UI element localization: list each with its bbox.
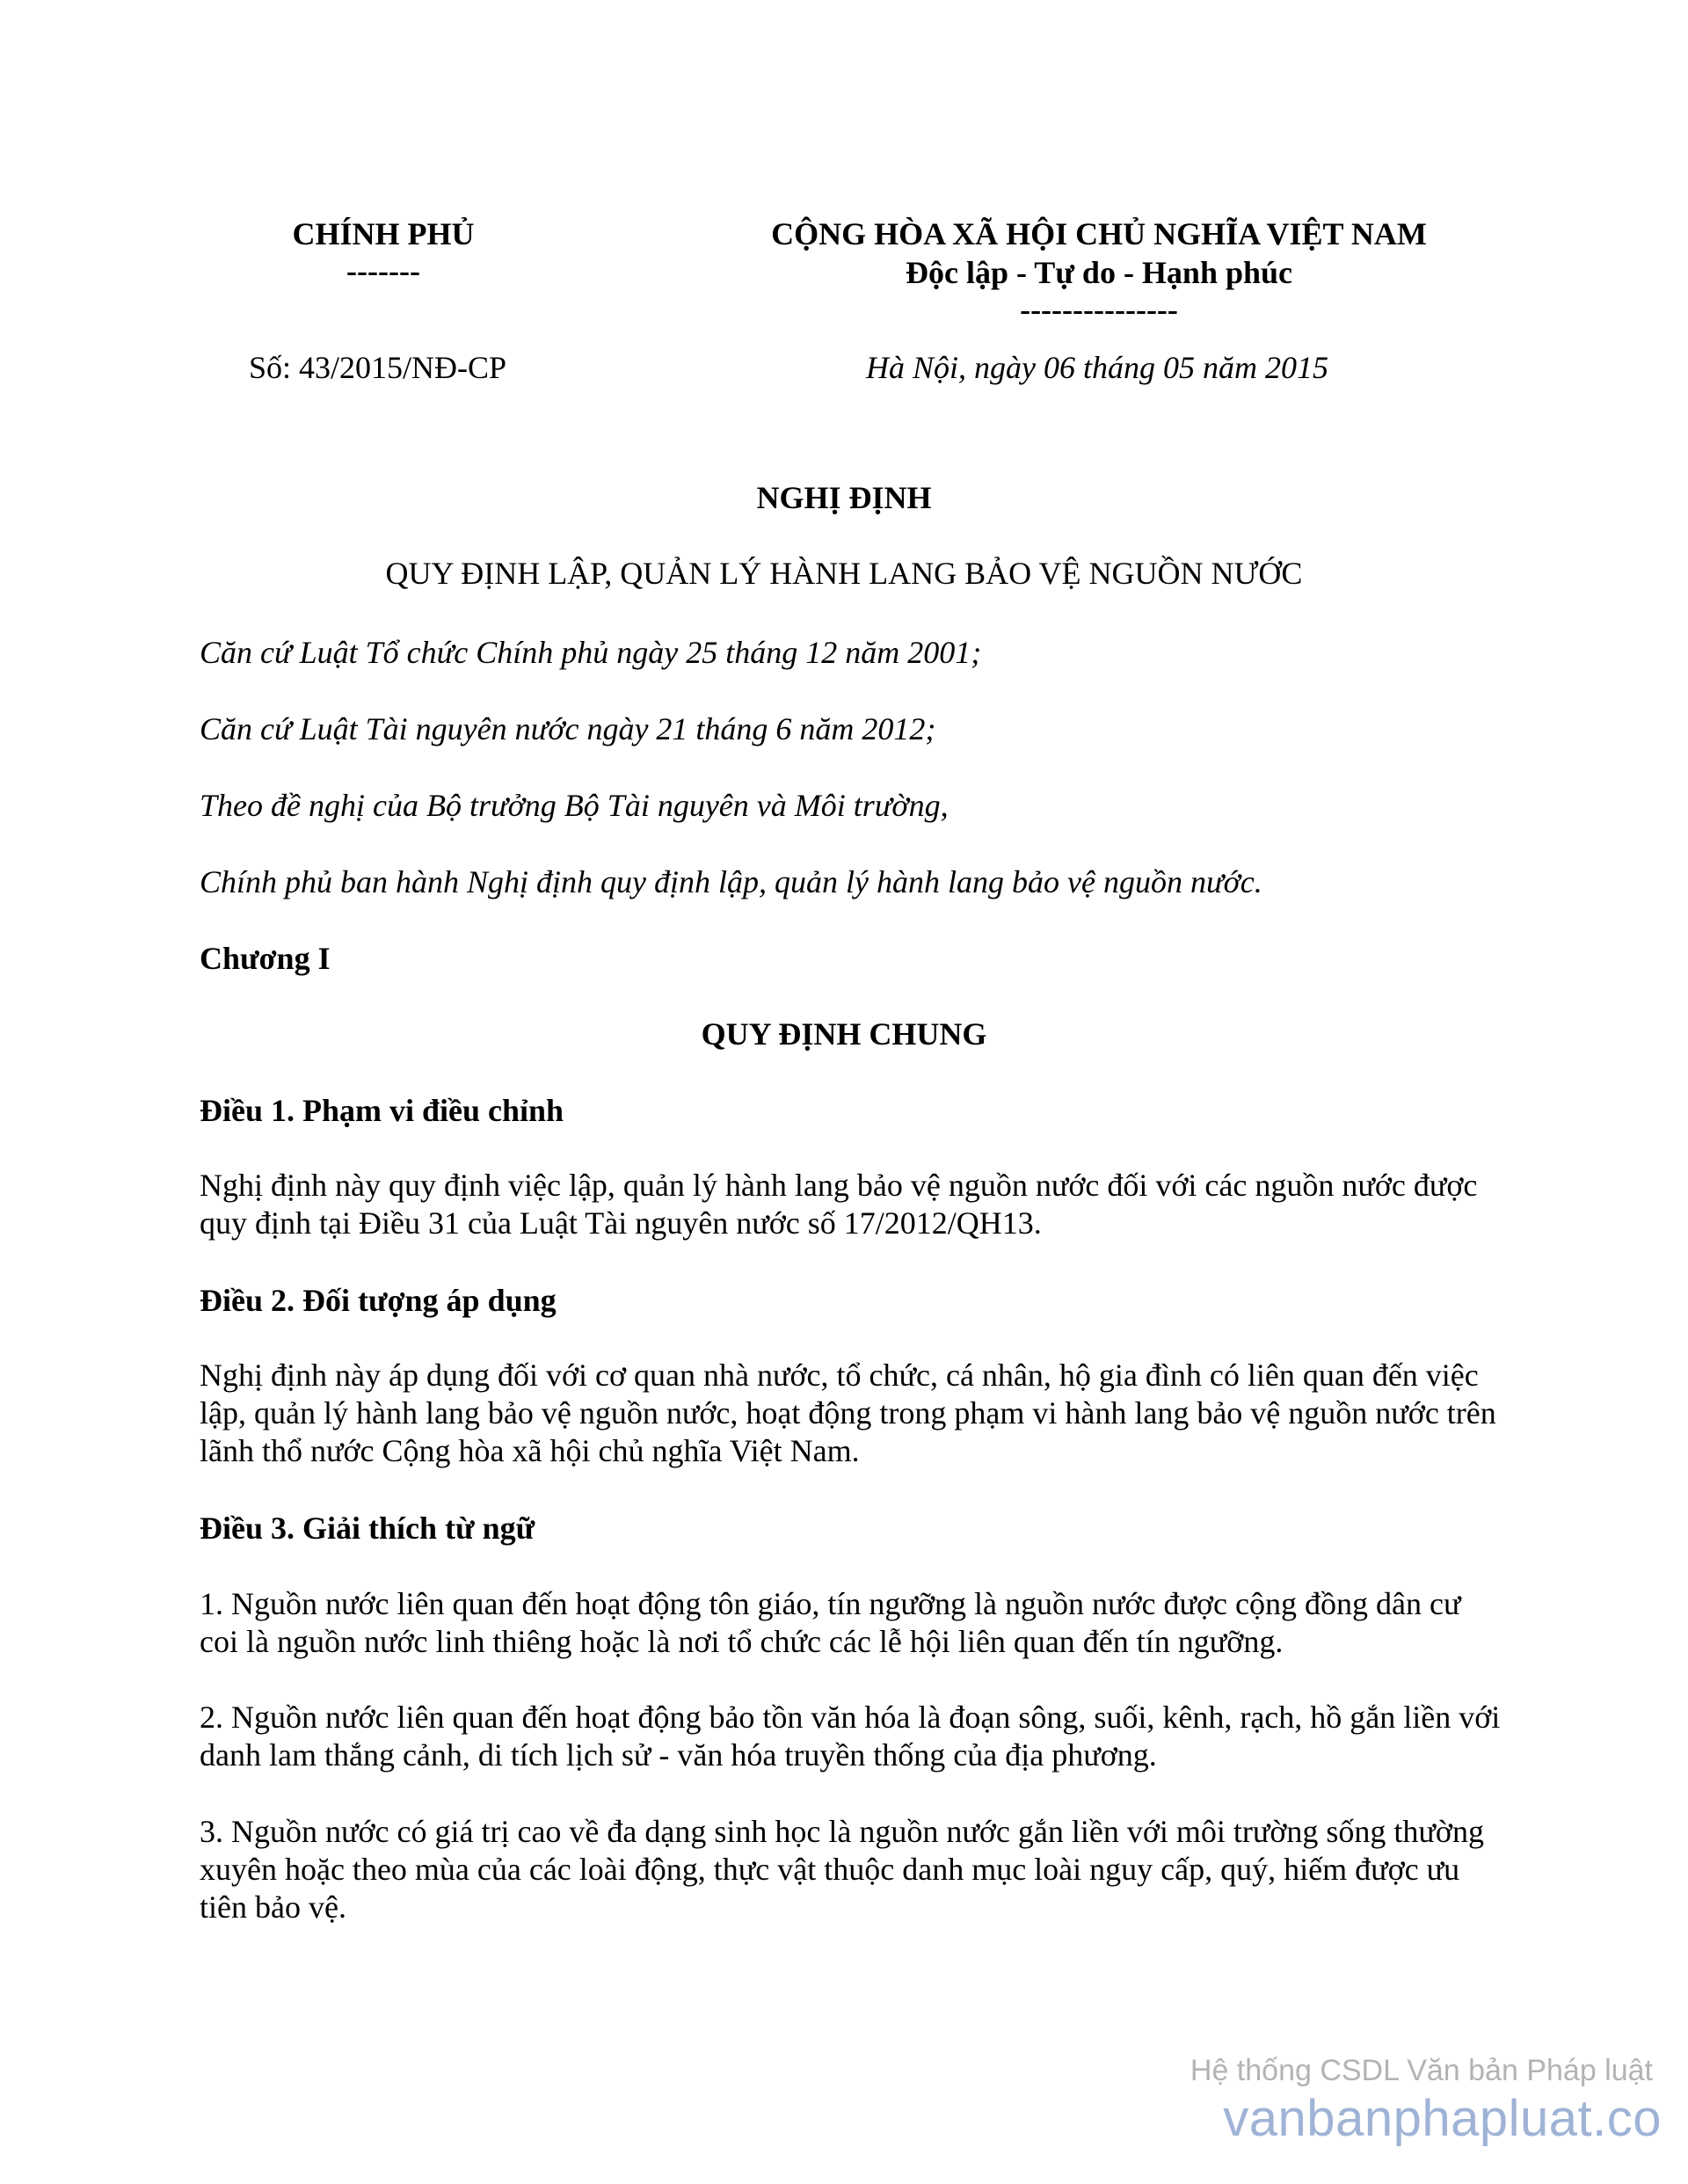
motto-underline: --------------- [1020,292,1178,327]
document-type: NGHỊ ĐỊNH [756,480,932,515]
article-heading: Điều 1. Phạm vi điều chỉnh [200,1093,564,1128]
article-heading: Điều 2. Đối tượng áp dụng [200,1283,557,1318]
article-heading: Điều 3. Giải thích từ ngữ [200,1511,535,1546]
preamble-line: Căn cứ Luật Tài nguyên nước ngày 21 tháng 6 năm 2012; [200,711,936,746]
article-paragraph: 3. Nguồn nước có giá trị cao về đa dạng sinh học là nguồn nước gắn liền với môi trường sống thường xuyên hoặc theo mùa của các loài động, thực vật thuộc danh mục loài nguy cấp, quý, hiếm được ưu tiên bảo vệ. [200,1814,1484,1925]
article-paragraph: Nghị định này quy định việc lập, quản lý hành lang bảo vệ nguồn nước đối với các nguồn nước được quy định tại Điều 31 của Luật Tài nguyên nước số 17/2012/QH13. [200,1168,1478,1241]
article-paragraph: 1. Nguồn nước liên quan đến hoạt động tôn giáo, tín ngưỡng là nguồn nước được cộng đồng dân cư coi là nguồn nước linh thiêng hoặc là nơi tổ chức các lễ hội liên quan đến tín ngưỡng. [200,1586,1461,1659]
preamble-line: Theo đề nghị của Bộ trưởng Bộ Tài nguyên và Môi trường, [200,788,949,823]
place-and-date: Hà Nội, ngày 06 tháng 05 năm 2015 [866,350,1328,385]
article-paragraph: Nghị định này áp dụng đối với cơ quan nhà nước, tổ chức, cá nhân, hộ gia đình có liên quan đến việc lập, quản lý hành lang bảo vệ nguồn nước, hoạt động trong phạm vi hành lang bảo vệ nguồn nước trên lãnh thổ nước Cộng hòa xã hội chủ nghĩa Việt Nam. [200,1358,1496,1468]
article-paragraph: 2. Nguồn nước liên quan đến hoạt động bảo tồn văn hóa là đoạn sông, suối, kênh, rạch, hồ gắn liền với danh lam thắng cảnh, di tích lịch sử - văn hóa truyền thống của địa phương. [200,1700,1501,1773]
chapter-title: QUY ĐỊNH CHUNG [701,1016,987,1052]
document-number: Số: 43/2015/NĐ-CP [249,350,507,385]
agency-underline: ------- [346,253,420,288]
watermark-site: vanbanphapluat.co [1223,2090,1662,2147]
document-subject: QUY ĐỊNH LẬP, QUẢN LÝ HÀNH LANG BẢO VỆ NGUỒN NƯỚC [385,556,1303,591]
issuing-agency: CHÍNH PHỦ [292,216,475,251]
national-motto: Độc lập - Tự do - Hạnh phúc [905,255,1293,290]
preamble-line: Chính phủ ban hành Nghị định quy định lập, quản lý hành lang bảo vệ nguồn nước. [200,864,1262,899]
watermark-caption: Hệ thống CSDL Văn bản Pháp luật [1190,2054,1653,2087]
country-name: CỘNG HÒA XÃ HỘI CHỦ NGHĨA VIỆT NAM [771,216,1427,251]
preamble-line: Căn cứ Luật Tổ chức Chính phủ ngày 25 tháng 12 năm 2001; [200,635,982,670]
chapter-label: Chương I [200,941,331,976]
